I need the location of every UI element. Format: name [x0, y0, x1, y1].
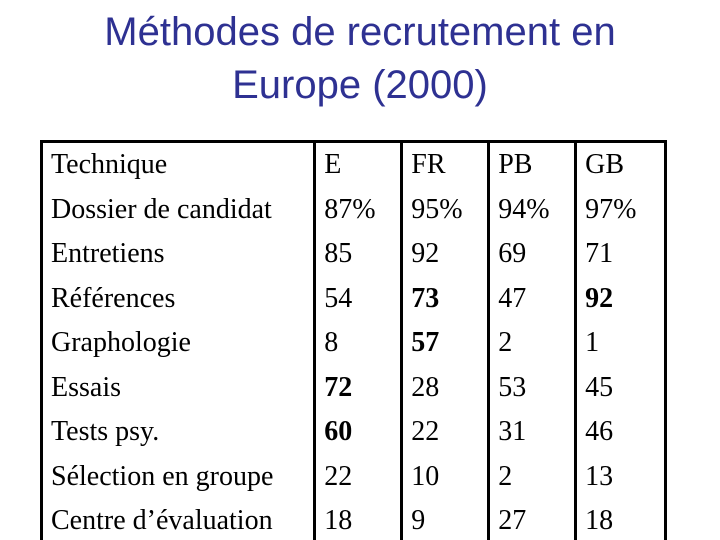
- column-header-pb: PB: [489, 142, 576, 188]
- cell-pb: 47: [489, 277, 576, 322]
- column-header-technique: Technique: [42, 142, 315, 188]
- row-label: Essais: [42, 366, 315, 411]
- cell-pb: 31: [489, 410, 576, 455]
- row-label: Tests psy.: [42, 410, 315, 455]
- cell-gb: 92: [576, 277, 666, 322]
- cell-gb: 46: [576, 410, 666, 455]
- table-row: [42, 188, 666, 233]
- cell-e: 72: [315, 366, 402, 411]
- row-label: Entretiens: [42, 232, 315, 277]
- row-label: Références: [42, 277, 315, 322]
- cell-pb: 27: [489, 499, 576, 540]
- cell-e: 8: [315, 321, 402, 366]
- cell-fr: 28: [402, 366, 489, 411]
- cell-e: 54: [315, 277, 402, 322]
- row-label: Graphologie: [42, 321, 315, 366]
- table-row: [42, 366, 666, 411]
- recruitment-methods-table: [40, 140, 667, 540]
- cell-e: 87%: [315, 188, 402, 233]
- cell-fr: 57: [402, 321, 489, 366]
- cell-fr: 95%: [402, 188, 489, 233]
- table-row: [42, 455, 666, 500]
- table-row: [42, 499, 666, 540]
- cell-fr: 9: [402, 499, 489, 540]
- cell-e: 22: [315, 455, 402, 500]
- table-row: [42, 321, 666, 366]
- cell-pb: 53: [489, 366, 576, 411]
- table-header-row: [42, 142, 666, 188]
- cell-fr: 73: [402, 277, 489, 322]
- slide-title-line-1: Méthodes de recrutement en: [104, 10, 616, 54]
- cell-pb: 94%: [489, 188, 576, 233]
- table-row: [42, 410, 666, 455]
- table-row: [42, 277, 666, 322]
- cell-pb: 2: [489, 321, 576, 366]
- cell-fr: 10: [402, 455, 489, 500]
- row-label: Sélection en groupe: [42, 455, 315, 500]
- cell-pb: 2: [489, 455, 576, 500]
- cell-fr: 92: [402, 232, 489, 277]
- cell-e: 60: [315, 410, 402, 455]
- row-label: Centre d’évaluation: [42, 499, 315, 540]
- column-header-gb: GB: [576, 142, 666, 188]
- slide-title: [0, 6, 720, 112]
- table-row: [42, 232, 666, 277]
- column-header-fr: FR: [402, 142, 489, 188]
- cell-fr: 22: [402, 410, 489, 455]
- cell-gb: 18: [576, 499, 666, 540]
- cell-e: 85: [315, 232, 402, 277]
- cell-e: 18: [315, 499, 402, 540]
- cell-gb: 97%: [576, 188, 666, 233]
- cell-gb: 71: [576, 232, 666, 277]
- cell-gb: 45: [576, 366, 666, 411]
- row-label: Dossier de candidat: [42, 188, 315, 233]
- cell-gb: 13: [576, 455, 666, 500]
- column-header-e: E: [315, 142, 402, 188]
- cell-pb: 69: [489, 232, 576, 277]
- cell-gb: 1: [576, 321, 666, 366]
- slide-title-line-2: Europe (2000): [232, 63, 488, 107]
